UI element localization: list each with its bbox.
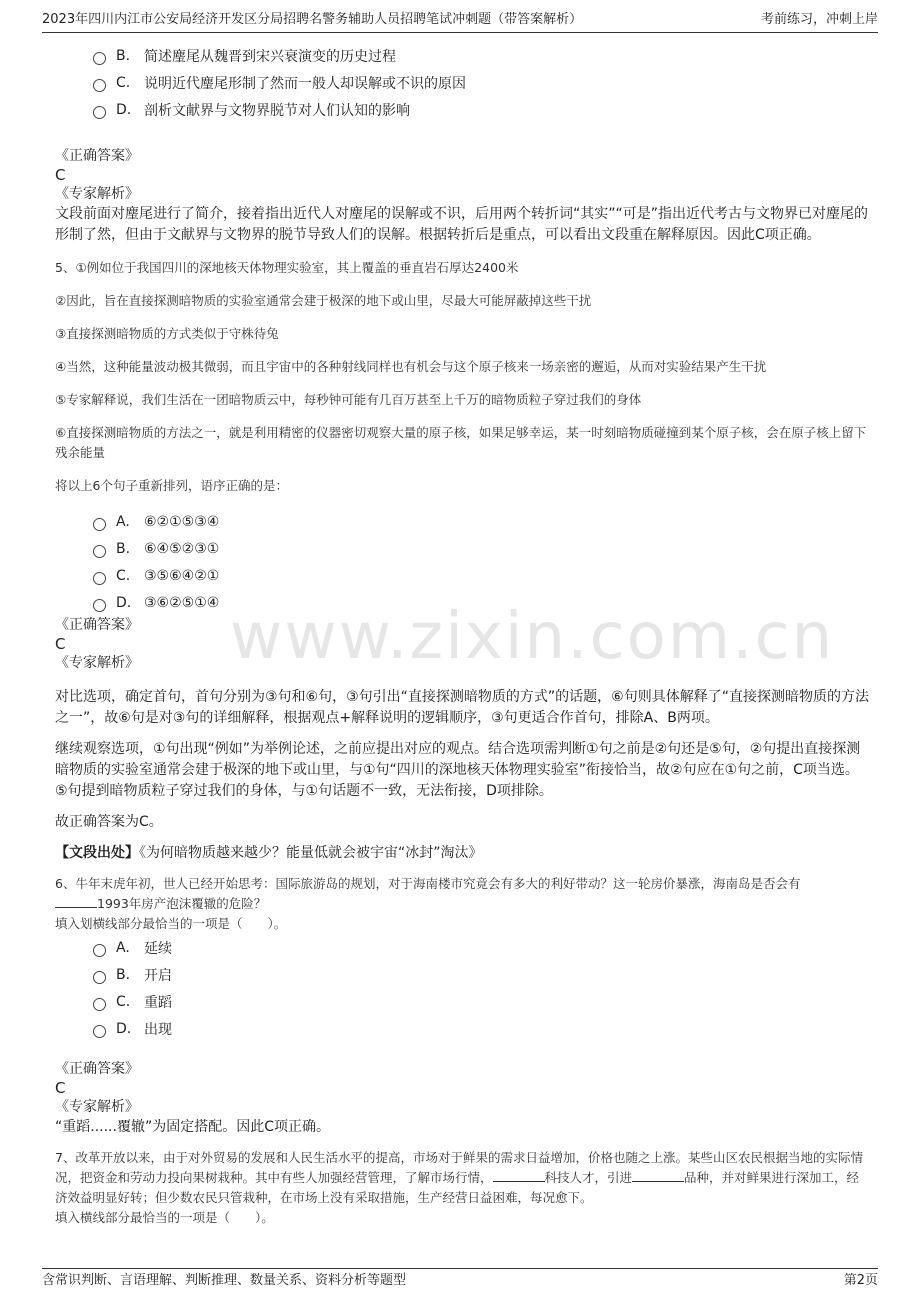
- radio-icon[interactable]: [93, 998, 106, 1011]
- fill-blank: [55, 895, 97, 908]
- q5-option-a[interactable]: A. ⑥②①⑤③④: [55, 508, 870, 535]
- q6-stem: 6、牛年末虎年初，世人已经开始思考：国际旅游岛的规划，对于海南楼市究竟会有多大的利好带动？这一轮房价暴涨，海南岛是否会有 1993年房产泡沫覆辙的危险？: [55, 876, 801, 911]
- q6-prompt: 填入划横线部分最恰当的一项是（ ）。: [55, 916, 287, 931]
- footer-topics: 含常识判断、言语理解、判断推理、数量关系、资料分析等题型: [42, 1273, 407, 1288]
- radio-icon[interactable]: [93, 1025, 106, 1038]
- q4-option-b[interactable]: B. 简述麈尾从魏晋到宋兴衰演变的历史过程: [55, 42, 870, 69]
- radio-icon[interactable]: [93, 52, 106, 65]
- header-tagline: 考前练习，冲刺上岸: [760, 12, 878, 27]
- q5-sentence-3: ③直接探测暗物质的方式类似于守株待兔: [55, 326, 279, 341]
- radio-icon[interactable]: [93, 79, 106, 92]
- answer-value: C: [55, 166, 66, 184]
- answer-label: 《正确答案》: [55, 1061, 139, 1077]
- q6-option-c[interactable]: C. 重蹈: [55, 988, 870, 1015]
- q5-option-d[interactable]: D. ③⑥②⑤①④: [55, 589, 870, 616]
- answer-value: C: [55, 1079, 66, 1097]
- page-number: 第2页: [843, 1273, 878, 1288]
- q5-sentence-5: ⑤专家解释说，我们生活在一团暗物质云中，每秒钟可能有几百万甚至上千万的暗物质粒子穿过我们的身体: [55, 392, 642, 407]
- q5-prompt: 将以上6个句子重新排列，语序正确的是：: [55, 478, 288, 493]
- q5-option-c[interactable]: C. ③⑤⑥④②①: [55, 562, 870, 589]
- q6-option-b[interactable]: B. 开启: [55, 961, 870, 988]
- q5-sentence-6: ⑥直接探测暗物质的方法之一，就是利用精密的仪器密切观察大量的原子核，如果足够幸运，某一时刻暗物质碰撞到某个原子核，会在原子核上留下残余能量: [55, 425, 867, 460]
- radio-icon[interactable]: [93, 971, 106, 984]
- source-title: 《为何暗物质越来越少？能量低就会被宇宙“冰封”淘汰》: [139, 845, 483, 861]
- analysis-paragraph: 继续观察选项，①句出现“例如”为举例论述，之前应提出对应的观点。结合选项需判断①句之前是②句还是⑤句，②句提出直接探测暗物质的实验室通常会建于极深的地下或山里，与①句“四川的深地核天体物理实验室”衔接恰当，故②句应在①句之前，C项当选。⑤句提到暗物质粒子穿过我们的身体，与①句话题不一致，无法衔接，D项排除。: [55, 741, 861, 799]
- q4-option-d[interactable]: D. 剖析文献界与文物界脱节对人们认知的影响: [55, 96, 870, 123]
- analysis-conclusion: 故正确答案为C。: [55, 814, 163, 830]
- q5-sentence-1: 5、①例如位于我国四川的深地核天体物理实验室，其上覆盖的垂直岩石厚达2400米: [55, 260, 519, 275]
- q5-option-b[interactable]: B. ⑥④⑤②③①: [55, 535, 870, 562]
- analysis-text: “重蹈......覆辙”为固定搭配。因此C项正确。: [55, 1119, 330, 1135]
- source-label: 【文段出处】: [55, 845, 139, 861]
- watermark: www.zixin.com.cn: [230, 600, 835, 674]
- analysis-paragraph: 对比选项，确定首句，首句分别为③句和⑥句，③句引出“直接探测暗物质的方式”的话题，⑥句则具体解释了“直接探测暗物质的方法之一”，故⑥句是对③句的详细解释，根据观点+解释说明的逻辑顺序，③句更适合作首句，排除A、B两项。: [55, 689, 869, 726]
- analysis-text: 文段前面对麈尾进行了简介，接着指出近代人对麈尾的误解或不识，后用两个转折词“其实”“可是”指出近代考古与文物界已对麈尾的形制了然，但由于文献界与文物界的脱节导致人们的误解。根据转折后是重点，可以看出文段重在解释原因。因此C项正确。: [55, 206, 869, 243]
- answer-label: 《正确答案》: [55, 617, 139, 633]
- radio-icon[interactable]: [93, 545, 106, 558]
- analysis-label: 《专家解析》: [55, 1099, 139, 1115]
- fill-blank: [632, 1169, 684, 1182]
- radio-icon[interactable]: [93, 944, 106, 957]
- analysis-label: 《专家解析》: [55, 186, 139, 202]
- radio-icon[interactable]: [93, 518, 106, 531]
- q5-sentence-2: ②因此，旨在直接探测暗物质的实验室通常会建于极深的地下或山里，尽最大可能屏蔽掉这些干扰: [55, 293, 592, 308]
- radio-icon[interactable]: [93, 572, 106, 585]
- radio-icon[interactable]: [93, 599, 106, 612]
- answer-label: 《正确答案》: [55, 148, 139, 164]
- q7-prompt: 填入横线部分最恰当的一项是（ ）。: [55, 1210, 274, 1225]
- q5-sentence-4: ④当然，这种能量波动极其微弱，而且宇宙中的各种射线同样也有机会与这个原子核来一场亲密的邂逅，从而对实验结果产生干扰: [55, 359, 767, 374]
- q6-option-a[interactable]: A. 延续: [55, 934, 870, 961]
- page-header: [42, 8, 878, 33]
- page-footer: [42, 1268, 878, 1293]
- q4-option-c[interactable]: C. 说明近代麈尾形制了然而一般人却误解或不识的原因: [55, 69, 870, 96]
- analysis-label: 《专家解析》: [55, 655, 139, 671]
- q7-stem: 7、改革开放以来，由于对外贸易的发展和人民生活水平的提高，市场对于鲜果的需求日益增加，价格也随之上涨。某些山区农民根据当地的实际情况，把资金和劳动力投向果树栽种。其中有些人加强经营管理，了解市场行情， 科技人才，引进 品种，并对鲜果进行深加工，经济效益明显好转；但少数农民只管栽种，在市场上没有采取措施，生产经营日益困难，每况愈下。: [55, 1150, 863, 1205]
- source-citation: [55, 843, 870, 864]
- page-content: [55, 40, 870, 1228]
- document-title: 2023年四川内江市公安局经济开发区分局招聘名警务辅助人员招聘笔试冲刺题（带答案解析）: [42, 12, 583, 27]
- q6-option-d[interactable]: D. 出现: [55, 1015, 870, 1042]
- answer-value: C: [55, 635, 66, 653]
- fill-blank: [493, 1169, 545, 1182]
- radio-icon[interactable]: [93, 106, 106, 119]
